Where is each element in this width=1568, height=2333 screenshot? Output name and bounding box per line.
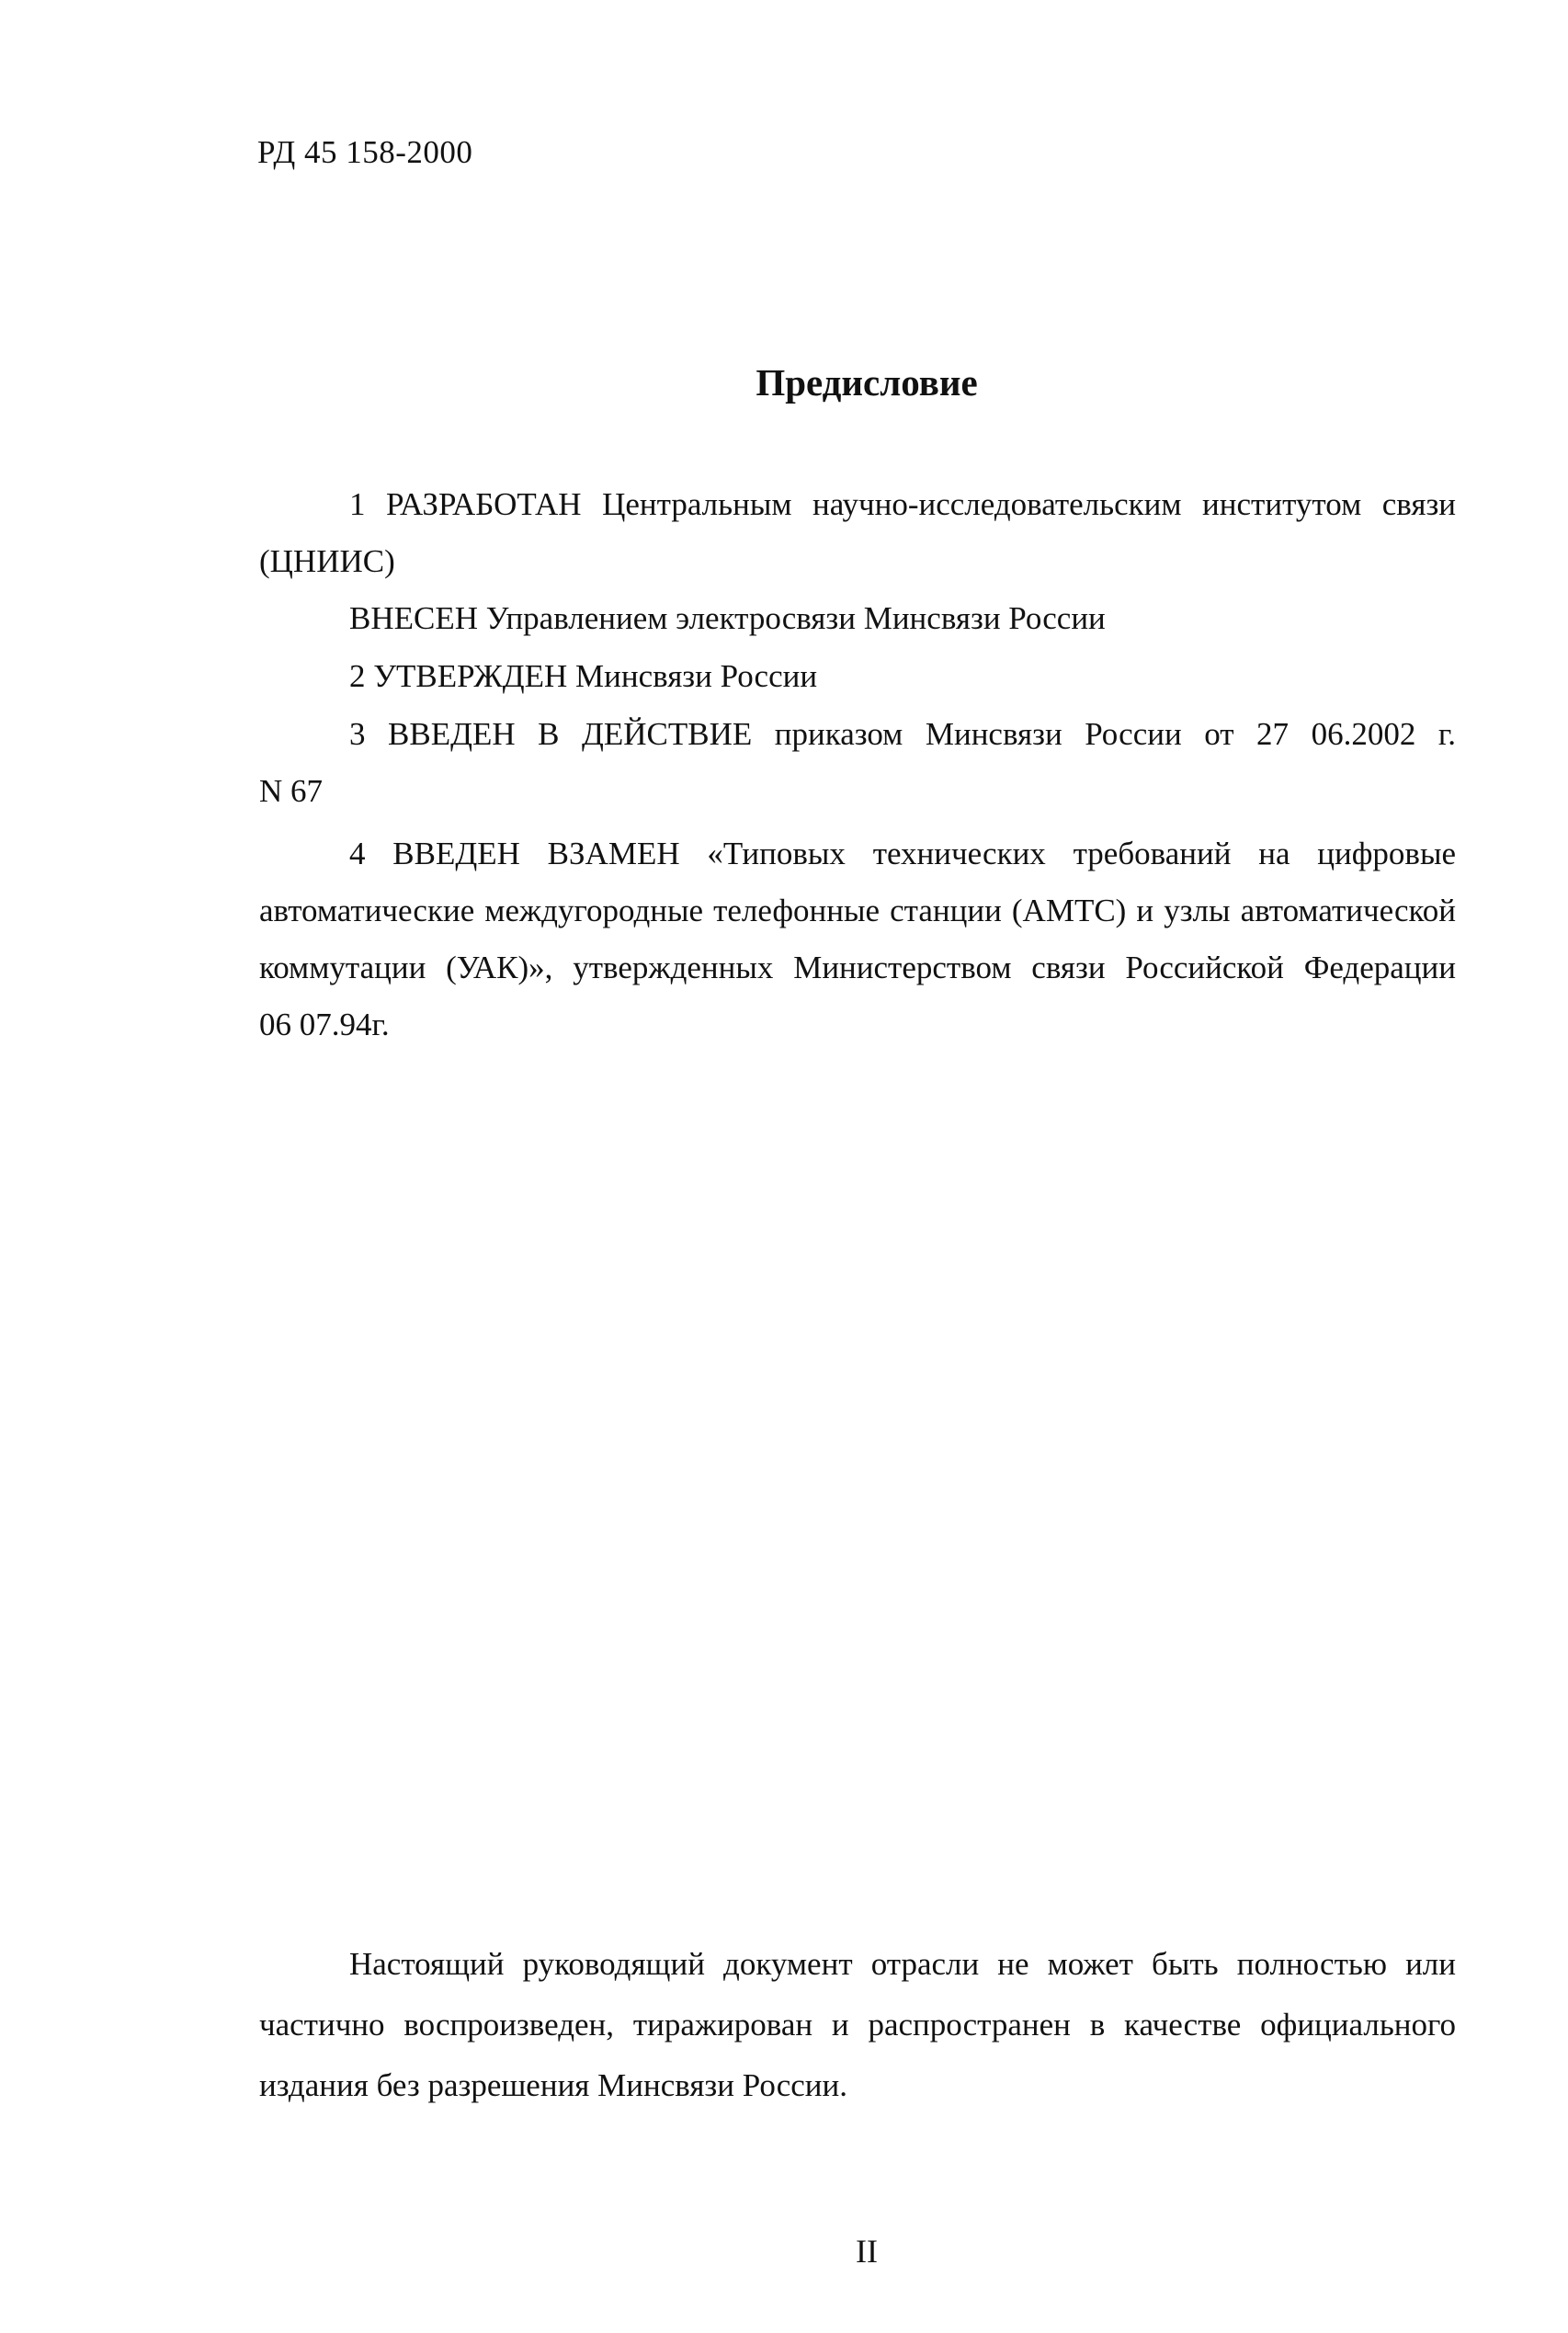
item-3-line-1: 3 ВВЕДЕН В ДЕЙСТВИЕ приказом Минсвязи России от 27 06.2002 г. <box>349 716 1456 752</box>
item-1-line-3: ВНЕСЕН Управлением электросвязи Минсвязи России <box>349 600 1106 636</box>
item-4-line-2: автоматические междугородные телефонные станции (АМТС) и узлы автоматической <box>259 893 1456 928</box>
item-4-line-1: 4 ВВЕДЕН ВЗАМЕН «Типовых технических требований на цифровые <box>349 836 1456 871</box>
notice-line-3: издания без разрешения Минсвязи России. <box>259 2067 847 2103</box>
item-1-line-1: 1 РАЗРАБОТАН Центральным научно-исследовательским институтом связи <box>349 486 1456 522</box>
item-4-line-4: 06 07.94г. <box>259 1007 390 1042</box>
item-3-line-2: N 67 <box>259 773 324 809</box>
foreword-item-3 <box>259 706 1456 820</box>
page-number: II <box>856 2233 878 2270</box>
foreword-item-4 <box>259 825 1456 1053</box>
item-4-line-3: коммутации (УАК)», утвержденных Министерством связи Российской Федерации <box>259 950 1456 985</box>
foreword-item-2 <box>259 648 1456 705</box>
foreword-item-1 <box>259 476 1456 647</box>
item-1-line-2: (ЦНИИС) <box>259 543 395 579</box>
notice-line-1: Настоящий руководящий документ отрасли не может быть полностью или <box>349 1946 1456 1982</box>
copyright-notice <box>259 1934 1456 2116</box>
page-title: Предисловие <box>756 361 978 404</box>
item-2-line-1: 2 УТВЕРЖДЕН Минсвязи России <box>349 658 818 694</box>
notice-line-2: частично воспроизведен, тиражирован и распространен в качестве официального <box>259 2007 1456 2043</box>
document-code: РД 45 158-2000 <box>257 134 473 170</box>
